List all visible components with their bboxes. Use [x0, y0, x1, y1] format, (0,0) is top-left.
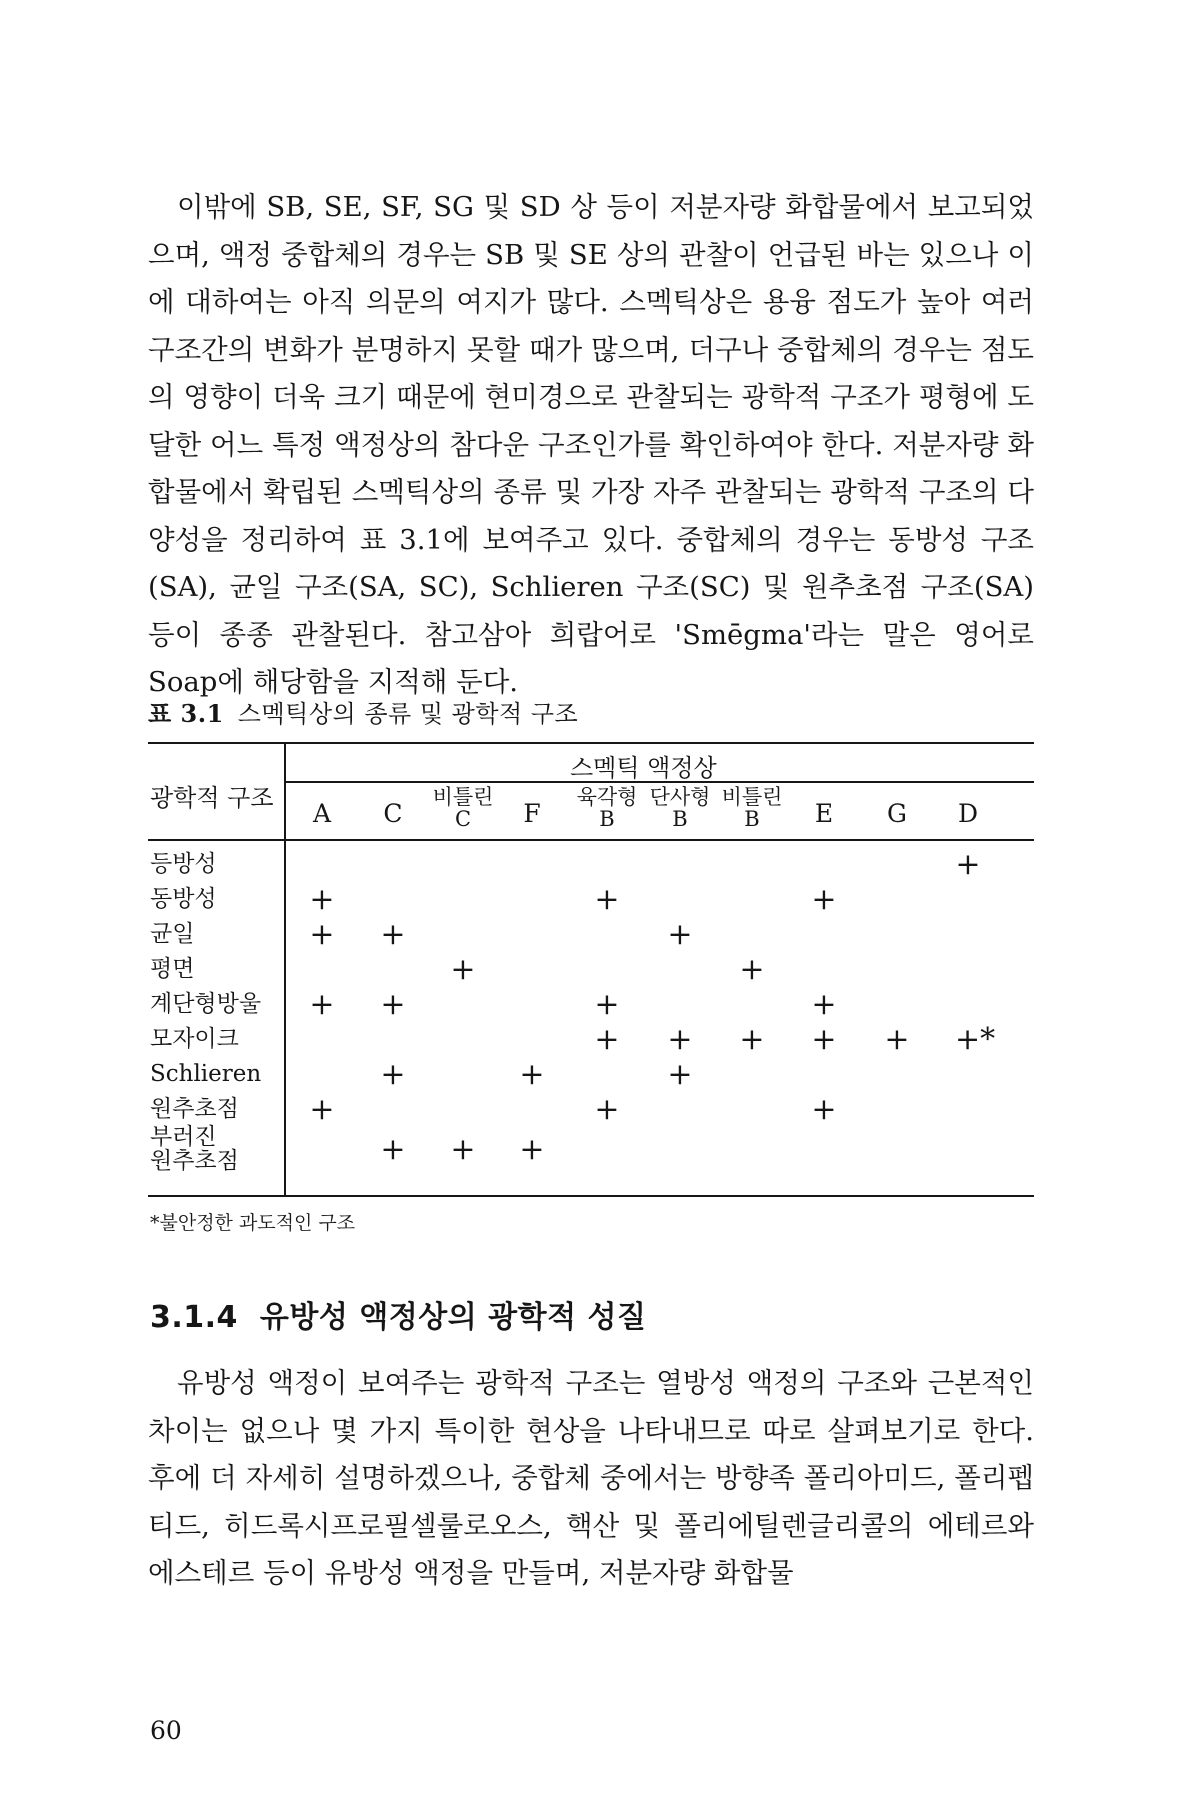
table-cell-mark: + [667, 1057, 693, 1092]
table-cell-mark: + [309, 1092, 335, 1127]
table-row-label: 등방성 [150, 851, 217, 877]
column-header [712, 786, 792, 830]
table-top-rule [148, 742, 1034, 744]
table-cell-mark: + [309, 917, 335, 952]
table-row-label: 부러진 원추초점 [150, 1124, 239, 1174]
section-number: 3.1.4 [150, 1300, 238, 1335]
table-cell-mark: + [594, 1092, 620, 1127]
column-header-qualifier: 비틀린 [432, 785, 494, 809]
table-cell-mark: + [519, 1132, 545, 1167]
column-header [640, 786, 720, 830]
table-cell-mark: + [594, 1022, 620, 1057]
column-header: C [383, 799, 403, 828]
table-caption-number: 표 3.1 [148, 699, 224, 728]
table-cell-mark: + [450, 1132, 476, 1167]
table-header-rule [148, 839, 1034, 841]
column-header-letter: C [454, 807, 472, 831]
column-header-letter: B [744, 807, 760, 831]
table-cell-mark: + [380, 987, 406, 1022]
column-header [567, 786, 647, 830]
column-header: F [523, 799, 541, 828]
table-cell-mark: + [380, 1057, 406, 1092]
table-row-label: 평면 [150, 956, 195, 982]
body-paragraph-1: 이밖에 SB, SE, SF, SG 및 SD 상 등이 저분자량 화합물에서 보고되었으며, 액정 중합체의 경우는 SB 및 SE 상의 관찰이 언급된 바는 있으나 이에 대하여는 아직 의문의 여지가 많다. 스멕틱상은 용융 점도가 높아 여러 구조간의 변화가 분명하지 못할 때가 많으며, 더구나 중합체의 경우는 점도의 영향이 더욱 크기 때문에 현미경으로 관찰되는 광학적 구조가 평형에 도달한 어느 특정 액정상의 참다운 구조인가를 확인하여야 한다. 저분자량 화합물에서 확립된 스멕틱상의 종류 및 가장 자주 관찰되는 광학적 구조의 다양성을 정리하여 표 3.1에 보여주고 있다. 중합체의 경우는 동방성 구조(SA), 균일 구조(SA, SC), Schlieren 구조(SC) 및 원추초점 구조(SA) 등이 종종 관찰된다. 참고삼아 희랍어로 'Smēgma'라는 말은 영어로 Soap에 해당함을 지적해 둔다. [148, 191, 1034, 698]
column-header: E [814, 799, 834, 828]
column-header-qualifier: 비틀린 [721, 785, 783, 809]
section-heading [150, 1292, 647, 1336]
table-cell-mark: + [380, 917, 406, 952]
table-cell-mark: + [519, 1057, 545, 1092]
table-footnote: *불안정한 과도적인 구조 [150, 1212, 356, 1234]
column-header [423, 786, 503, 830]
table-row-label: 동방성 [150, 886, 217, 912]
table-cell-mark: + [309, 987, 335, 1022]
table-cell-mark: + [667, 1022, 693, 1057]
table-cell-mark: + [811, 1092, 837, 1127]
table-row-label: 계단형방울 [150, 991, 262, 1017]
page-number: 60 [150, 1716, 182, 1745]
column-header-qualifier: 육각형 [576, 785, 638, 809]
table-cell-mark: + [594, 987, 620, 1022]
table-row-label: 균일 [150, 921, 195, 947]
table-bottom-rule [148, 1195, 1034, 1197]
table-cell-mark: + [380, 1132, 406, 1167]
table-cell-mark: + [450, 952, 476, 987]
section-title: 유방성 액정상의 광학적 성질 [259, 1300, 647, 1335]
table-cell-mark: + [739, 1022, 765, 1057]
table-cell-mark: + [811, 882, 837, 917]
column-header: A [312, 799, 332, 828]
table-row-label: Schlieren [150, 1061, 262, 1087]
table-cell-mark: + [811, 1022, 837, 1057]
column-header: G [887, 799, 907, 828]
table-stub-header: 광학적 구조 [150, 784, 274, 812]
table-caption [148, 694, 578, 729]
table-row-label: 모자이크 [150, 1026, 239, 1052]
table-row-label: 원추초점 [150, 1096, 239, 1122]
table-cell-mark: +* [955, 1022, 996, 1057]
body-paragraph-2: 유방성 액정이 보여주는 광학적 구조는 열방성 액정의 구조와 근본적인 차이는 없으나 몇 가지 특이한 현상을 나타내므로 따로 살펴보기로 한다. 후에 더 자세히 설명하겠으나, 중합체 중에서는 방향족 폴리아미드, 폴리펩티드, 히드록시프로필셀룰로오스, 핵산 및 폴리에틸렌글리콜의 에테르와 에스테르 등이 유방성 액정을 만들며, 저분자량 화합물 [148, 1367, 1034, 1589]
table-cell-mark: + [955, 847, 981, 882]
column-header-letter: B [599, 807, 615, 831]
table-caption-text: 스멕틱상의 종류 및 광학적 구조 [237, 700, 579, 728]
table-cell-mark: + [667, 917, 693, 952]
table-cell-mark: + [884, 1022, 910, 1057]
table-cell-mark: + [309, 882, 335, 917]
table-cell-mark: + [811, 987, 837, 1022]
column-header-qualifier: 단사형 [649, 785, 711, 809]
table-cell-mark: + [739, 952, 765, 987]
table-cell-mark: + [594, 882, 620, 917]
column-header: D [957, 799, 979, 828]
column-header-letter: B [672, 807, 688, 831]
table-group-header: 스멕틱 액정상 [570, 754, 717, 782]
